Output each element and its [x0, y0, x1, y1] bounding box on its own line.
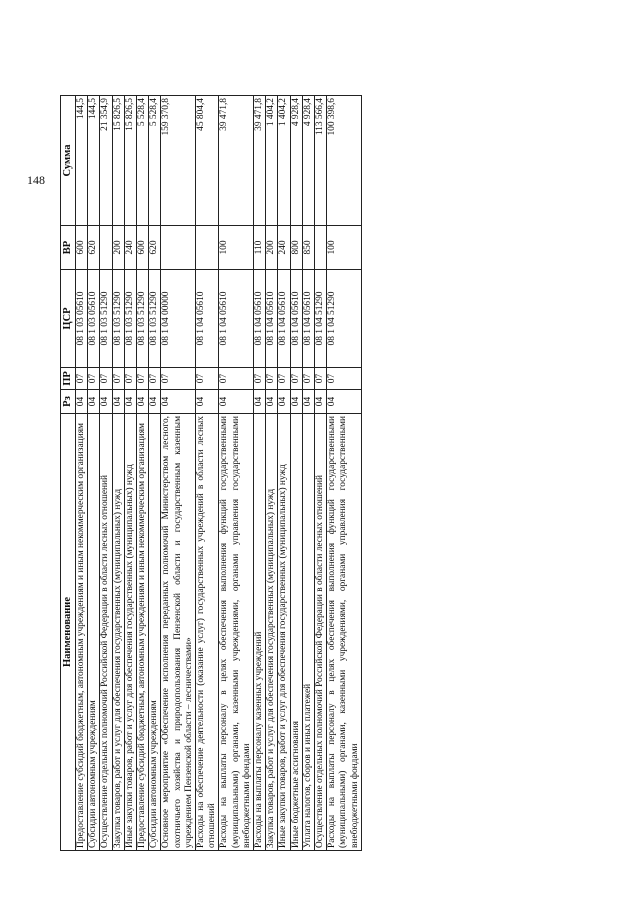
- cell-rz: 04: [278, 390, 290, 414]
- cell-name: Иные закупки товаров, работ и услуг для обеспечения государственных (муниципальных) нужд: [124, 414, 136, 851]
- page-number: 148: [27, 173, 45, 187]
- cell-csr: 08 1 04 05610: [290, 270, 302, 368]
- cell-csr: 08 1 03 51290: [100, 270, 112, 368]
- cell-pr: 07: [290, 368, 302, 390]
- cell-sum: 144,5: [76, 96, 88, 226]
- cell-vr: [161, 226, 196, 270]
- cell-name: Субсидии автономным учреждениям: [88, 414, 100, 851]
- header-vr: ВР: [61, 226, 76, 270]
- cell-name: Осуществление отдельных полномочий Российской Федерации в области лесных отношений: [100, 414, 112, 851]
- table-row: [254, 96, 266, 851]
- header-sum: Сумма: [61, 96, 76, 226]
- cell-sum: 5 528,4: [149, 96, 161, 226]
- cell-rz: 04: [302, 390, 314, 414]
- cell-sum: 5 528,4: [137, 96, 149, 226]
- cell-rz: 04: [149, 390, 161, 414]
- cell-sum: 45 804,4: [196, 96, 219, 226]
- cell-sum: 144,5: [88, 96, 100, 226]
- cell-pr: 07: [149, 368, 161, 390]
- cell-pr: 07: [112, 368, 124, 390]
- cell-pr: 07: [302, 368, 314, 390]
- cell-sum: 1 404,2: [278, 96, 290, 226]
- cell-csr: 08 1 03 51290: [137, 270, 149, 368]
- cell-vr: 200: [112, 226, 124, 270]
- cell-name: Предоставление субсидий бюджетным, автономным учреждениям и иным некоммерческим организациям: [76, 414, 88, 851]
- cell-pr: 07: [254, 368, 266, 390]
- table-row: [100, 96, 112, 851]
- cell-vr: 110: [254, 226, 266, 270]
- cell-sum: 159 370,8: [161, 96, 196, 226]
- cell-rz: 04: [196, 390, 219, 414]
- cell-pr: 07: [278, 368, 290, 390]
- cell-vr: 620: [149, 226, 161, 270]
- cell-pr: 07: [161, 368, 196, 390]
- cell-csr: 08 1 04 05610: [219, 270, 254, 368]
- cell-name: Закупка товаров, работ и услуг для обеспечения государственных (муниципальных) нужд: [112, 414, 124, 851]
- rotated-page-content: [60, 96, 583, 851]
- table-row: [112, 96, 124, 851]
- cell-sum: 113 566,4: [315, 96, 327, 226]
- cell-vr: 620: [88, 226, 100, 270]
- cell-pr: 07: [100, 368, 112, 390]
- cell-csr: 08 1 03 51290: [112, 270, 124, 368]
- cell-sum: 1 404,2: [266, 96, 278, 226]
- cell-name: Иные бюджетные ассигнования: [290, 414, 302, 851]
- budget-table: [60, 95, 362, 851]
- cell-csr: 08 1 04 05610: [196, 270, 219, 368]
- cell-csr: 08 1 03 51290: [149, 270, 161, 368]
- cell-rz: 04: [315, 390, 327, 414]
- table-row: [161, 96, 196, 851]
- cell-vr: 600: [137, 226, 149, 270]
- table-body: [76, 96, 362, 851]
- cell-name: Расходы на выплаты персоналу в целях обеспечения выполнения функций государственными (муниципальными) органами, казенными учреждениями, органами управления государственными внебюджетными фондами: [327, 414, 362, 851]
- cell-pr: 07: [124, 368, 136, 390]
- cell-rz: 04: [254, 390, 266, 414]
- cell-sum: 15 826,5: [124, 96, 136, 226]
- cell-sum: 21 354,9: [100, 96, 112, 226]
- cell-rz: 04: [161, 390, 196, 414]
- cell-vr: 100: [219, 226, 254, 270]
- cell-vr: 240: [124, 226, 136, 270]
- cell-pr: 07: [76, 368, 88, 390]
- cell-sum: 100 398,6: [327, 96, 362, 226]
- table-row: [137, 96, 149, 851]
- cell-sum: 15 826,5: [112, 96, 124, 226]
- table-row: [149, 96, 161, 851]
- cell-sum: 4 928,4: [302, 96, 314, 226]
- header-pr: ПР: [61, 368, 76, 390]
- cell-rz: 04: [137, 390, 149, 414]
- cell-pr: 07: [266, 368, 278, 390]
- cell-name: Субсидии автономным учреждениям: [149, 414, 161, 851]
- cell-name: Предоставление субсидий бюджетным, автономным учреждениям и иным некоммерческим организациям: [137, 414, 149, 851]
- cell-csr: 08 1 04 05610: [302, 270, 314, 368]
- cell-rz: 04: [112, 390, 124, 414]
- cell-name: Расходы на обеспечение деятельности (оказание услуг) государственных учреждений в области лесных отношений: [196, 414, 219, 851]
- cell-name: Осуществление отдельных полномочий Российской Федерации в области лесных отношений: [315, 414, 327, 851]
- cell-pr: 07: [88, 368, 100, 390]
- cell-csr: 08 1 04 51290: [327, 270, 362, 368]
- cell-sum: 39 471,8: [254, 96, 266, 226]
- cell-rz: 04: [100, 390, 112, 414]
- cell-pr: 07: [137, 368, 149, 390]
- cell-pr: 07: [315, 368, 327, 390]
- cell-vr: 200: [266, 226, 278, 270]
- cell-name: Основное мероприятие «Обеспечение исполнения переданных полномочий Министерством лесного, охотничьего хозяйства и природопользования Пензенской области и государственным казенным учреждением Пензенской области – лесничествами»: [161, 414, 196, 851]
- table-row: [315, 96, 327, 851]
- cell-vr: [315, 226, 327, 270]
- cell-rz: 04: [290, 390, 302, 414]
- header-name: Наименование: [61, 414, 76, 851]
- header-csr: ЦСР: [61, 270, 76, 368]
- cell-name: Расходы на выплаты персоналу в целях обеспечения выполнения функций государственными (муниципальными) органами, казенными учреждениями, органами управления государственными внебюджетными фондами: [219, 414, 254, 851]
- table-row: [290, 96, 302, 851]
- cell-vr: [196, 226, 219, 270]
- cell-sum: 39 471,8: [219, 96, 254, 226]
- cell-pr: 07: [327, 368, 362, 390]
- cell-pr: 07: [219, 368, 254, 390]
- cell-csr: 08 1 04 51290: [315, 270, 327, 368]
- cell-pr: 07: [196, 368, 219, 390]
- table-row: [196, 96, 219, 851]
- cell-vr: 850: [302, 226, 314, 270]
- cell-rz: 04: [88, 390, 100, 414]
- cell-rz: 04: [327, 390, 362, 414]
- cell-vr: [100, 226, 112, 270]
- cell-rz: 04: [219, 390, 254, 414]
- cell-csr: 08 1 04 05610: [278, 270, 290, 368]
- cell-csr: 08 1 04 05610: [254, 270, 266, 368]
- table-row: [266, 96, 278, 851]
- cell-csr: 08 1 03 05610: [76, 270, 88, 368]
- table-row: [76, 96, 88, 851]
- cell-name: Иные закупки товаров, работ и услуг для обеспечения государственных (муниципальных) нужд: [278, 414, 290, 851]
- cell-csr: 08 1 03 51290: [124, 270, 136, 368]
- cell-vr: 100: [327, 226, 362, 270]
- cell-name: Закупка товаров, работ и услуг для обеспечения государственных (муниципальных) нужд: [266, 414, 278, 851]
- cell-rz: 04: [76, 390, 88, 414]
- cell-rz: 04: [266, 390, 278, 414]
- table-row: [88, 96, 100, 851]
- table-row: [124, 96, 136, 851]
- cell-csr: 08 1 04 05610: [266, 270, 278, 368]
- cell-name: Уплата налогов, сборов и иных платежей: [302, 414, 314, 851]
- table-header-row: [61, 96, 76, 851]
- table-row: [278, 96, 290, 851]
- cell-rz: 04: [124, 390, 136, 414]
- table-row: [219, 96, 254, 851]
- cell-csr: 08 1 04 00000: [161, 270, 196, 368]
- table-row: [327, 96, 362, 851]
- cell-name: Расходы на выплаты персоналу казенных учреждений: [254, 414, 266, 851]
- cell-sum: 4 928,4: [290, 96, 302, 226]
- table-row: [302, 96, 314, 851]
- cell-vr: 240: [278, 226, 290, 270]
- header-rz: Рз: [61, 390, 76, 414]
- cell-csr: 08 1 03 05610: [88, 270, 100, 368]
- cell-vr: 800: [290, 226, 302, 270]
- cell-vr: 600: [76, 226, 88, 270]
